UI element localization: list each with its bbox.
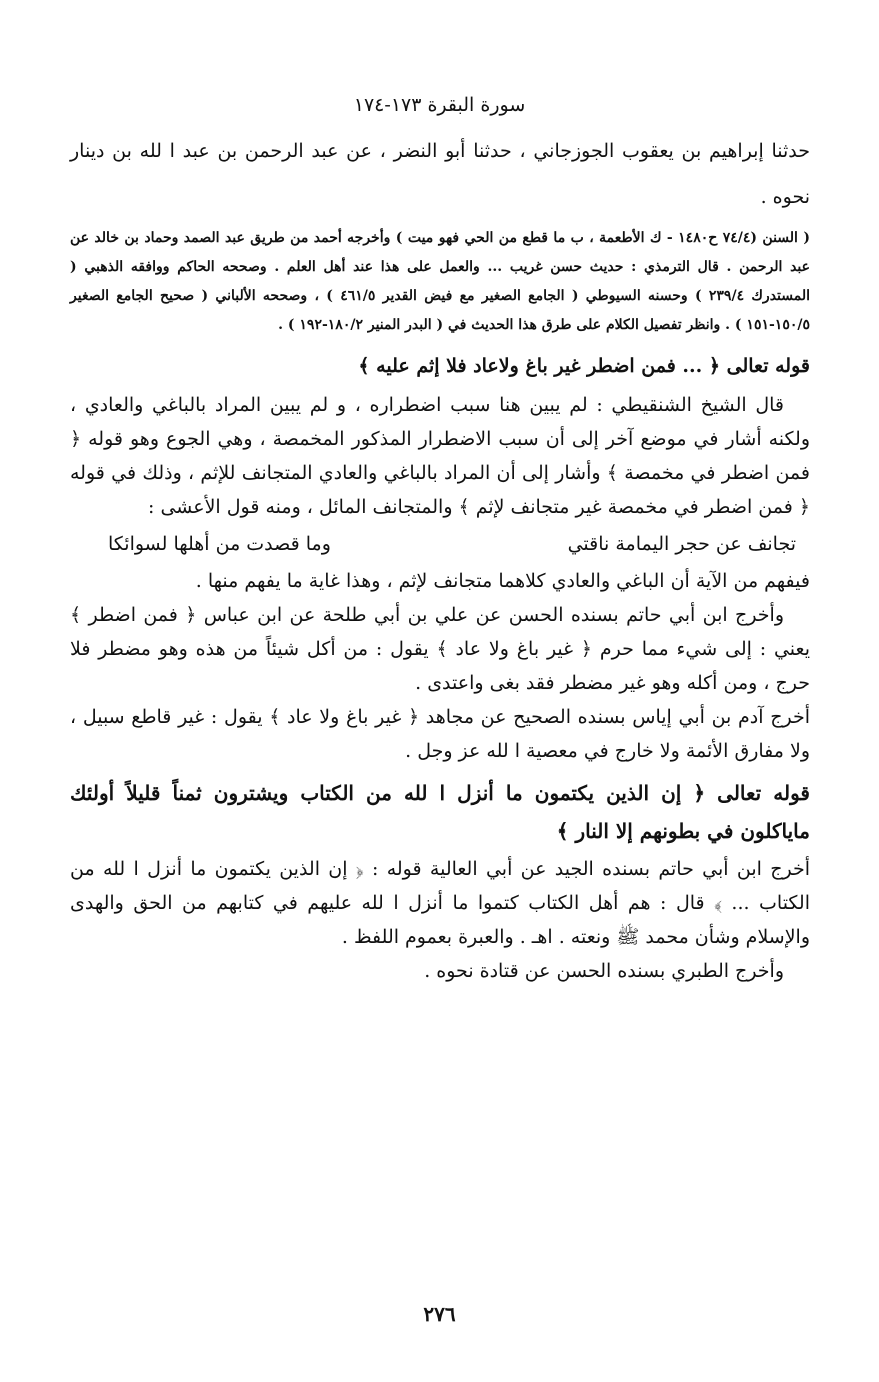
poetry-verse [70, 524, 810, 564]
paragraph-ibn-abbas: وأخرج ابن أبي حاتم بسنده الحسن عن علي بن أبي طلحة عن ابن عباس ﴿ فمن اضطر ﴾ يعني : إلى شيء مما حرم ﴿ غير باغ ولا عاد ﴾ يقول : من أكل شيئاً من هذه وهو مضطر فلا حرج ، ومن أكله وهو غير مضطر فقد بغى واعتدى . [70, 604, 810, 694]
page-number: ٢٧٦ [423, 1302, 456, 1326]
verse-first-hemistich: تجانف عن حجر اليمامة ناقتي [567, 533, 796, 555]
verse-second-hemistich: وما قصدت من أهلها لسوائكا [108, 533, 331, 555]
paragraph-hadith-chain: حدثنا إبراهيم بن يعقوب الجوزجاني ، حدثنا أبو النضر ، عن عبد الرحمن بن عبد ا لله بن دينار نحوه . [70, 140, 810, 208]
paragraph-mujahid: أخرج آدم بن أبي إياس بسنده الصحيح عن مجاهد ﴿ غير باغ ولا عاد ﴾ يقول : غير قاطع سبيل ، ولا مفارق الأئمة ولا خارج في معصية ا لله عز وجل . [70, 706, 810, 762]
paragraph-shanqiti: قال الشيخ الشنقيطي : لم يبين هنا سبب اضطراره ، و لم يبين المراد بالباغي والعادي ، ولكنه أشار في موضع آخر إلى أن سبب الاضطرار المذكور المخمصة ، وهي الجوع وهو قوله ﴿ فمن اضطر في مخمصة ﴾ وأشار إلى أن المراد بالباغي والعادي المتجانف للإثم ، وذلك في قوله ﴿ فمن اضطر في مخمصة غير متجانف لإثم ﴾ والمتجانف المائل ، ومنه قول الأعشى : [70, 394, 810, 518]
running-header: سورة البقرة ١٧٣-١٧٤ [353, 94, 526, 116]
verse-heading-1: قوله تعالى ﴿ ... فمن اضطر غير باغ ولاعاد فلا إثم عليه ﴾ [358, 355, 810, 377]
paragraph-tabari: وأخرج الطبري بسنده الحسن عن قتادة نحوه . [424, 960, 784, 982]
verse-heading-2: قوله تعالى ﴿ إن الذين يكتمون ما أنزل ا لله من الكتاب ويشترون ثمناً قليلاً أولئك ماياكلون في بطونهم إلا النار ﴾ [70, 781, 810, 843]
paragraph-understanding: فيفهم من الآية أن الباغي والعادي كلاهما متجانف لإثم ، وهذا غاية ما يفهم منها . [195, 570, 810, 592]
page-body [70, 128, 810, 988]
paragraph-abu-al-aliya: أخرج ابن أبي حاتم بسنده الجيد عن أبي العالية قوله : ﴿ إن الذين يكتمون ما أنزل ا لله من الكتاب ... ﴾ قال : هم أهل الكتاب كتموا ما أنزل ا لله عليهم في كتابهم من الحق والهدى والإسلام وشأن محمد ﷺ ونعته . اهـ . والعبرة بعموم اللفظ . [70, 858, 810, 948]
footnote-references: ( السنن (٧٤/٤ ح١٤٨٠ - ك الأطعمة ، ب ما قطع من الحي فهو ميت ) وأخرجه أحمد من طريق عبد الصمد وحماد بن خالد عن عبد الرحمن . قال الترمذي : حديث حسن غريب ... والعمل على هذا عند أهل العلم . وصححه الحاكم ووافقه الذهبي ( المستدرك ٢٣٩/٤ ) وحسنه السيوطي ( الجامع الصغير مع فيض القدير ٤٦١/٥ ) ، وصححه الألباني ( صحيح الجامع الصغير ١٥٠/٥-١٥١ ) . وانظر تفصيل الكلام على طرق هذا الحديث في ( البدر المنير ١٨٠/٢-١٩٢ ) . [70, 230, 811, 333]
